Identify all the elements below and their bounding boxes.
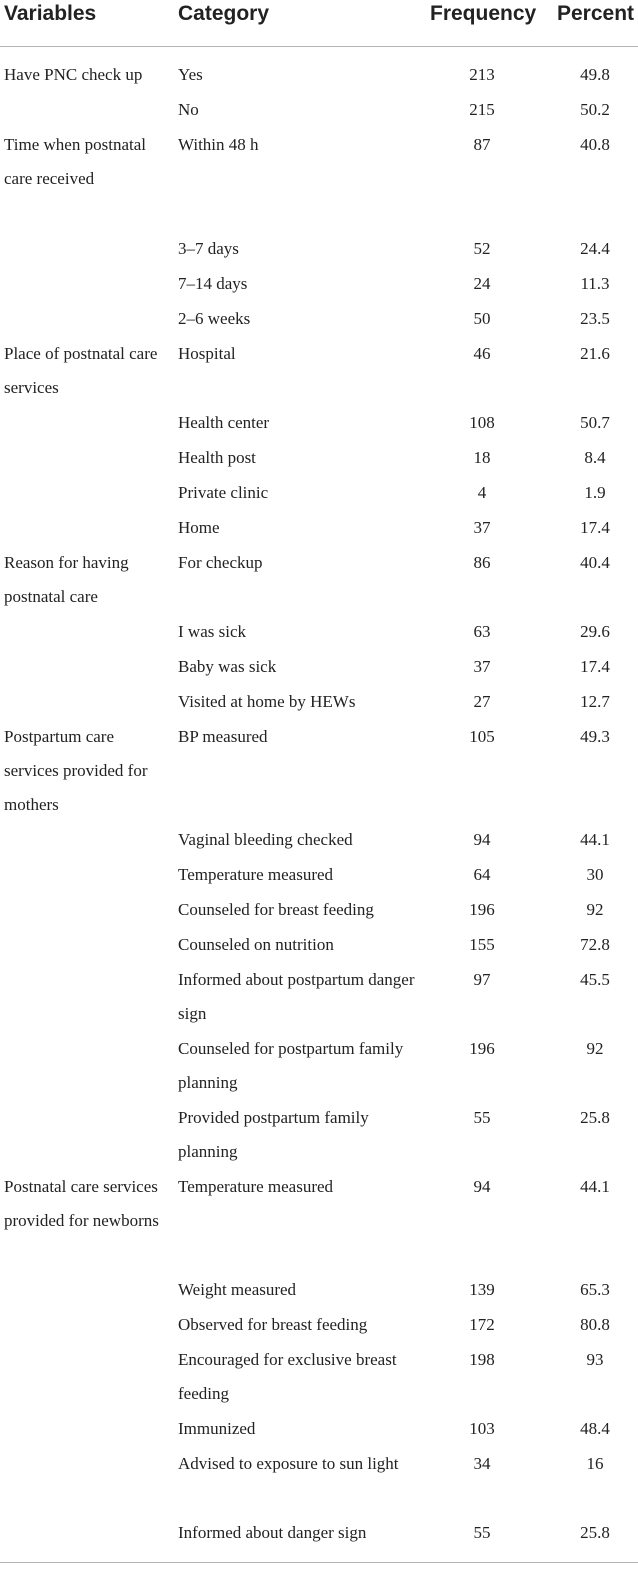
cell-percent: 11.3 — [580, 274, 610, 293]
cell-category: Provided postpartum family planning — [178, 1108, 369, 1161]
cell-category: 2–6 weeks — [178, 309, 251, 328]
cell-category: 3–7 days — [178, 239, 239, 258]
cell-frequency: 139 — [469, 1280, 495, 1299]
cell-category: Temperature measured — [178, 865, 334, 884]
cell-percent: 21.6 — [580, 344, 610, 363]
cell-frequency: 198 — [469, 1350, 495, 1369]
table-bottom-rule — [0, 1562, 638, 1563]
cell-category: Immunized — [178, 1419, 256, 1438]
cell-frequency: 86 — [473, 553, 491, 572]
cell-category: Advised to exposure to sun light — [178, 1454, 399, 1473]
cell-category: Temperature measured — [178, 1177, 334, 1196]
cell-category: Vaginal bleeding checked — [178, 830, 353, 849]
cell-category: Yes — [178, 65, 203, 84]
cell-frequency: 64 — [473, 865, 491, 884]
cell-frequency: 34 — [473, 1454, 491, 1473]
cell-percent: 30 — [586, 865, 604, 884]
cell-variable: Reason for having postnatal care — [4, 553, 129, 606]
cell-category: I was sick — [178, 622, 246, 641]
cell-frequency: 55 — [473, 1108, 491, 1127]
cell-category: For checkup — [178, 553, 263, 572]
header-frequency: Frequency — [430, 2, 537, 25]
cell-category: Visited at home by HEWs — [178, 692, 356, 711]
cell-percent: 80.8 — [580, 1315, 610, 1334]
cell-percent: 92 — [586, 900, 604, 919]
cell-percent: 12.7 — [580, 692, 610, 711]
cell-frequency: 52 — [473, 239, 491, 258]
cell-frequency: 27 — [473, 692, 491, 711]
cell-percent: 40.8 — [580, 135, 610, 154]
cell-frequency: 105 — [469, 727, 495, 746]
cell-category: Counseled for postpartum family planning — [178, 1039, 404, 1092]
cell-percent: 50.2 — [580, 100, 610, 119]
cell-frequency: 37 — [473, 518, 491, 537]
cell-percent: 72.8 — [580, 935, 610, 954]
cell-frequency: 94 — [473, 1177, 491, 1196]
cell-category: Home — [178, 518, 220, 537]
cell-frequency: 196 — [469, 1039, 495, 1058]
cell-variable: Have PNC check up — [4, 65, 143, 84]
header-category: Category — [178, 2, 270, 25]
cell-percent: 25.8 — [580, 1523, 610, 1542]
cell-variable: Place of postnatal care services — [4, 344, 158, 397]
cell-frequency: 37 — [473, 657, 491, 676]
cell-percent: 44.1 — [580, 830, 610, 849]
header-variables: Variables — [4, 2, 97, 25]
cell-frequency: 50 — [473, 309, 491, 328]
cell-category: Private clinic — [178, 483, 269, 502]
cell-category: Within 48 h — [178, 135, 259, 154]
cell-category: Health post — [178, 448, 256, 467]
cell-frequency: 18 — [473, 448, 491, 467]
cell-category: Weight measured — [178, 1280, 297, 1299]
cell-variable: Postnatal care services provided for newborns — [4, 1177, 159, 1230]
cell-frequency: 213 — [469, 65, 495, 84]
cell-category: Informed about danger sign — [178, 1523, 367, 1542]
cell-percent: 17.4 — [580, 657, 610, 676]
cell-frequency: 97 — [473, 970, 491, 989]
cell-variable: Postpartum care services provided for mothers — [4, 727, 148, 814]
header-percent: Percent — [557, 2, 635, 25]
cell-category: No — [178, 100, 199, 119]
cell-frequency: 46 — [473, 344, 491, 363]
cell-frequency: 155 — [469, 935, 495, 954]
cell-category: Counseled on nutrition — [178, 935, 334, 954]
cell-percent: 92 — [586, 1039, 604, 1058]
cell-category: Counseled for breast feeding — [178, 900, 374, 919]
cell-category: BP measured — [178, 727, 268, 746]
cell-category: Baby was sick — [178, 657, 277, 676]
cell-frequency: 172 — [469, 1315, 495, 1334]
cell-frequency: 103 — [469, 1419, 495, 1438]
cell-percent: 49.8 — [580, 65, 610, 84]
cell-frequency: 196 — [469, 900, 495, 919]
cell-percent: 16 — [586, 1454, 604, 1473]
cell-percent: 1.9 — [584, 483, 606, 502]
cell-percent: 48.4 — [580, 1419, 610, 1438]
cell-percent: 49.3 — [580, 727, 610, 746]
cell-frequency: 55 — [473, 1523, 491, 1542]
cell-category: Observed for breast feeding — [178, 1315, 368, 1334]
cell-frequency: 24 — [473, 274, 491, 293]
cell-category: Encouraged for exclusive breast feeding — [178, 1350, 397, 1403]
cell-percent: 50.7 — [580, 413, 610, 432]
cell-percent: 93 — [586, 1350, 604, 1369]
cell-percent: 25.8 — [580, 1108, 610, 1127]
cell-frequency: 215 — [469, 100, 495, 119]
cell-category: 7–14 days — [178, 274, 248, 293]
cell-category: Hospital — [178, 344, 236, 363]
cell-frequency: 63 — [473, 622, 491, 641]
cell-frequency: 94 — [473, 830, 491, 849]
cell-frequency: 4 — [477, 483, 487, 502]
cell-percent: 44.1 — [580, 1177, 610, 1196]
cell-frequency: 87 — [473, 135, 491, 154]
cell-percent: 40.4 — [580, 553, 610, 572]
cell-percent: 17.4 — [580, 518, 610, 537]
cell-category: Health center — [178, 413, 270, 432]
cell-percent: 45.5 — [580, 970, 610, 989]
cell-percent: 29.6 — [580, 622, 610, 641]
cell-category: Informed about postpartum danger sign — [178, 970, 415, 1023]
cell-percent: 8.4 — [584, 448, 606, 467]
cell-percent: 65.3 — [580, 1280, 610, 1299]
cell-frequency: 108 — [469, 413, 495, 432]
cell-percent: 23.5 — [580, 309, 610, 328]
cell-variable: Time when postnatal care received — [4, 135, 146, 188]
cell-percent: 24.4 — [580, 239, 610, 258]
